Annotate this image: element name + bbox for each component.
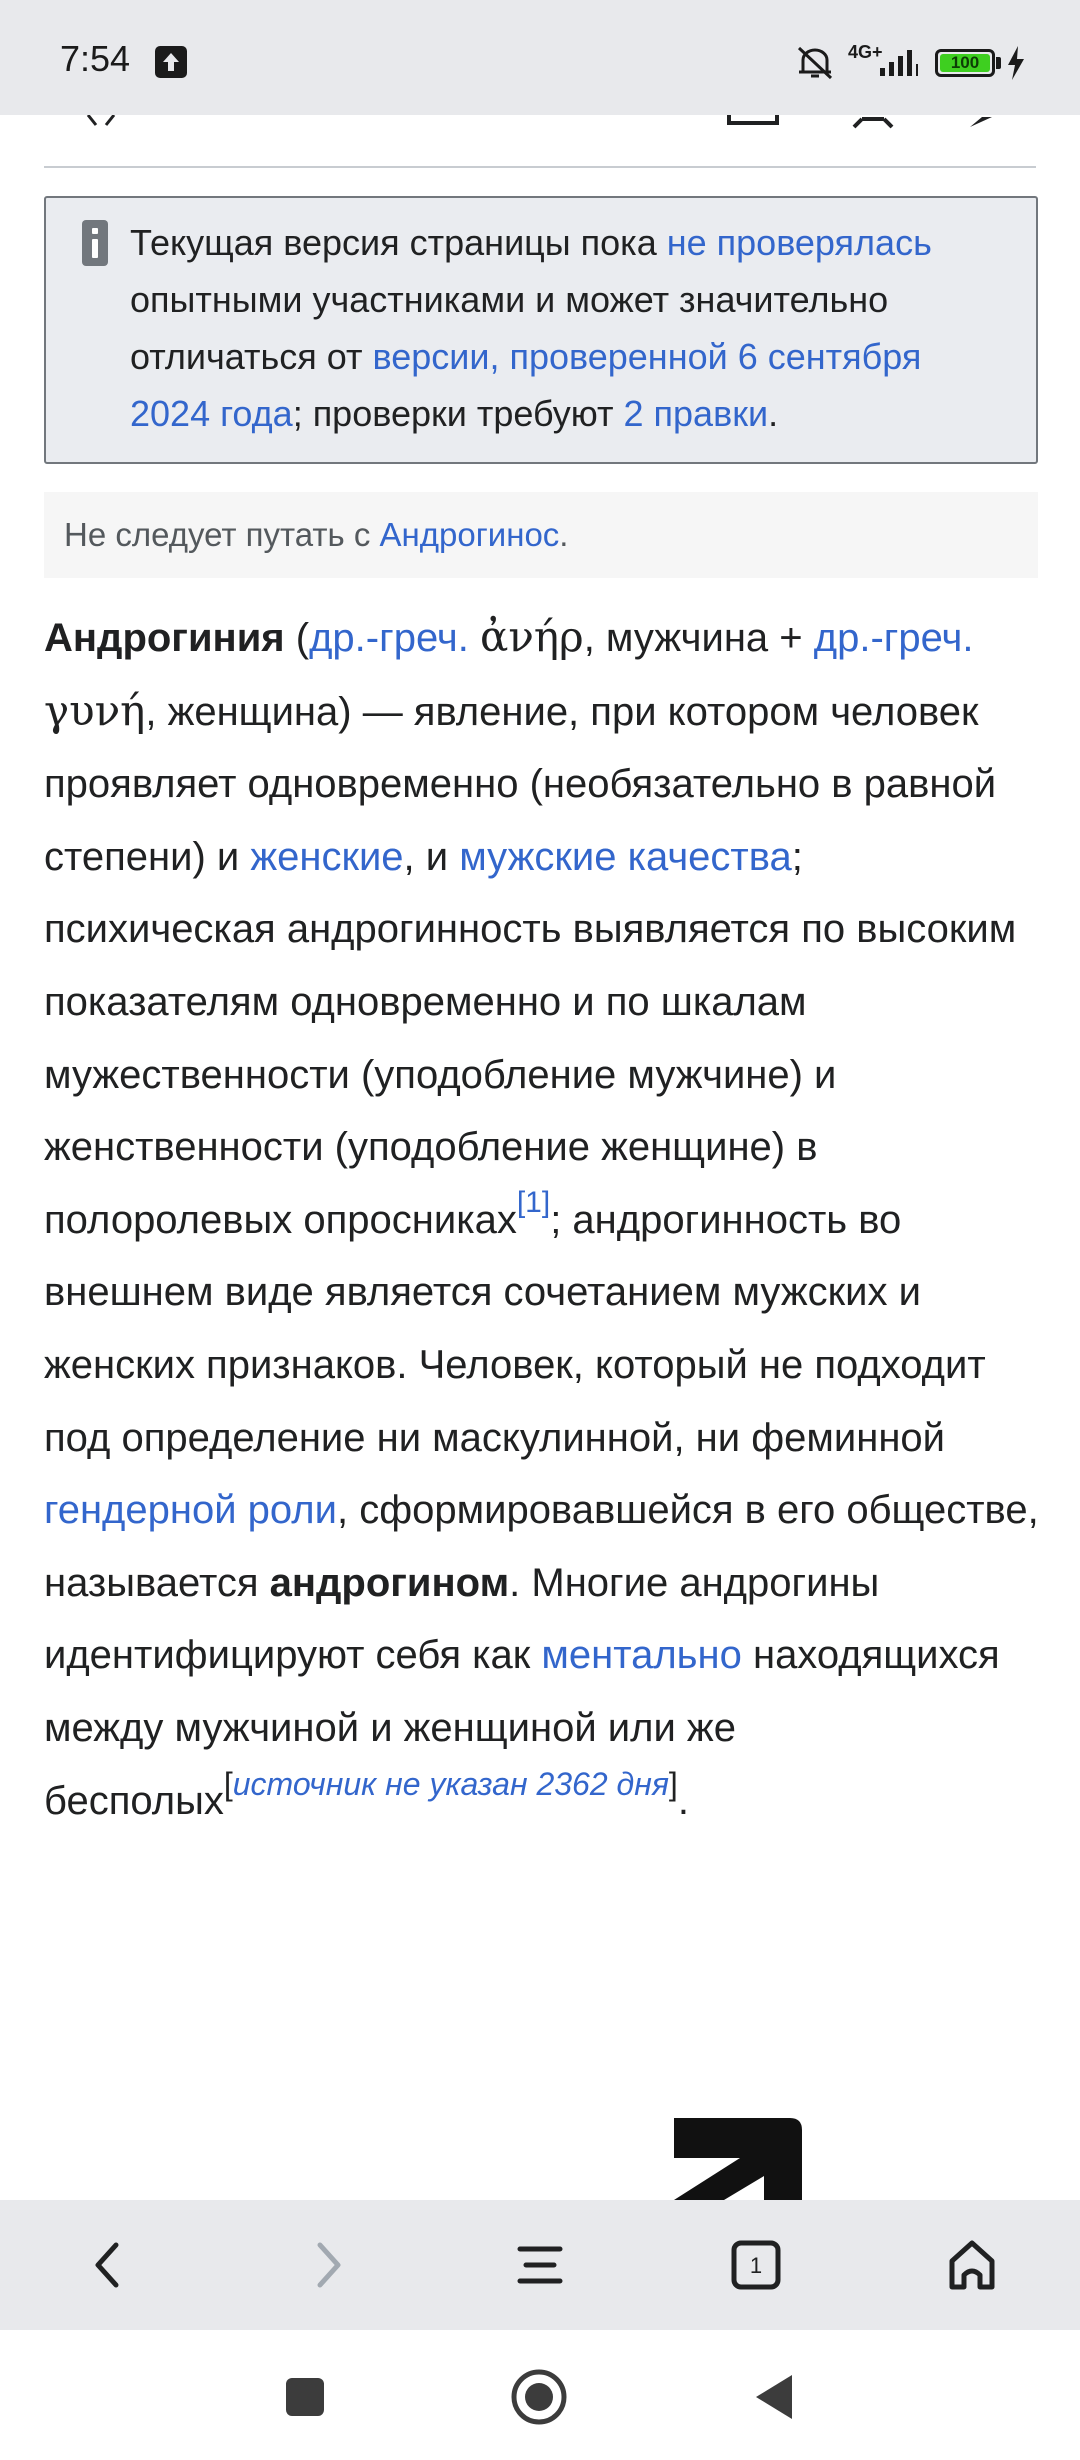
female-link[interactable]: женские — [250, 834, 404, 879]
charging-icon — [1006, 46, 1026, 80]
hatnote-text: Не следует путать с — [64, 516, 380, 553]
signal-strength-icon — [880, 46, 924, 78]
article-text: , сформировавшейся в его обществе, называется — [44, 1488, 1039, 1605]
citation-needed — [224, 1765, 678, 1801]
ancient-greek-link[interactable]: др.-греч. — [309, 616, 469, 660]
home-icon — [942, 2235, 1002, 2295]
notice-text-part: Текущая версия страницы пока — [130, 222, 667, 263]
notice-text-part: ; проверки требуют — [292, 393, 624, 434]
battery-tip — [996, 57, 1001, 69]
silent-mode-icon — [795, 44, 835, 80]
androgyne-bold: андрогином — [269, 1560, 510, 1605]
mentally-link[interactable]: ментально — [541, 1633, 742, 1678]
male-qualities-link[interactable]: мужские качества — [459, 834, 792, 879]
gender-role-link[interactable]: гендерной роли — [44, 1488, 337, 1533]
network-type-label: 4G+ — [848, 42, 883, 62]
article-text: . Многие андрогины идентифицируют себя как — [44, 1560, 880, 1678]
article-text: ; психическая андрогинность выявляется по высоким показателям одновременно и по шкалам мужественности (уподобление мужчине) и женственности (уподобление женщине) в полоролевых опросниках — [44, 834, 1017, 1242]
citation-bracket: ] — [668, 1765, 678, 1802]
status-bar — [0, 0, 1080, 115]
review-notice-box — [44, 196, 1038, 464]
upload-notification-icon — [155, 46, 187, 78]
recents-square-icon[interactable] — [284, 2376, 326, 2418]
article-paragraph — [44, 601, 1044, 1837]
tabs-button[interactable] — [686, 2200, 826, 2330]
system-nav-bar — [0, 2330, 1080, 2460]
reviewed-version-link[interactable]: версии, проверенной 6 сентября 2024 года — [130, 336, 922, 434]
battery-icon — [935, 49, 995, 77]
arrow-image — [664, 2118, 804, 2200]
article-text: , и — [403, 834, 460, 879]
article-text: , женщина) — явление, при котором человек проявляет одновременно (необязательно в равной степени) и — [44, 689, 997, 879]
hatnote-end: . — [559, 516, 569, 553]
citation-needed-link[interactable]: источник не указан 2362 дня — [232, 1765, 669, 1802]
ancient-greek-link-2[interactable]: др.-греч. — [813, 616, 974, 660]
status-time: 7:54 — [60, 38, 131, 79]
edit-pencil-icon[interactable] — [968, 115, 1002, 129]
download-icon[interactable] — [726, 115, 780, 127]
browser-bottom-nav — [0, 2200, 1080, 2330]
notice-text-part: . — [768, 393, 779, 434]
battery-level: 100 — [940, 54, 990, 72]
home-button[interactable] — [902, 2200, 1042, 2330]
page-actions-toolbar — [0, 115, 1080, 167]
hatnote — [44, 492, 1038, 578]
back-triangle-icon[interactable] — [752, 2372, 796, 2422]
info-icon — [82, 220, 108, 266]
pending-edits-link[interactable]: 2 правки — [623, 393, 769, 434]
article-text: , мужчина + — [583, 616, 814, 660]
greek-word-gyne: γυνή — [44, 685, 146, 735]
article-title-term: Андрогиния — [44, 616, 285, 660]
article-text: находящихся между мужчиной и женщиной или же бесполых — [44, 1633, 1000, 1823]
language-icon[interactable] — [84, 115, 120, 127]
menu-button[interactable] — [470, 2200, 610, 2330]
not-reviewed-link[interactable]: не проверялась — [666, 222, 932, 263]
chevron-right-icon — [296, 2235, 356, 2295]
citation-bracket: [ — [223, 1765, 233, 1802]
watch-star-icon[interactable] — [852, 115, 894, 129]
back-button[interactable] — [40, 2200, 180, 2330]
article-text: ; андрогинность во внешнем виде является сочетанием мужских и женских признаков. Человек, который не подходит под определение ни маскулинной, ни феминной — [44, 1197, 986, 1460]
notice-text-part: опытными участниками и может значительно отличаться от — [130, 279, 889, 377]
header-divider — [44, 166, 1036, 168]
article-text: . — [677, 1778, 689, 1823]
reference-1-link[interactable]: [1] — [516, 1185, 551, 1219]
article-text: ( — [284, 616, 310, 660]
review-notice-text — [130, 214, 1010, 442]
menu-icon — [510, 2235, 570, 2295]
greek-word-aner: ἀνήρ — [479, 612, 584, 661]
forward-button[interactable] — [256, 2200, 396, 2330]
tab-count: 1 — [749, 2253, 763, 2278]
home-circle-icon[interactable] — [510, 2368, 568, 2426]
chevron-left-icon — [80, 2235, 140, 2295]
androgynos-link[interactable]: Андрогинос — [379, 516, 560, 553]
